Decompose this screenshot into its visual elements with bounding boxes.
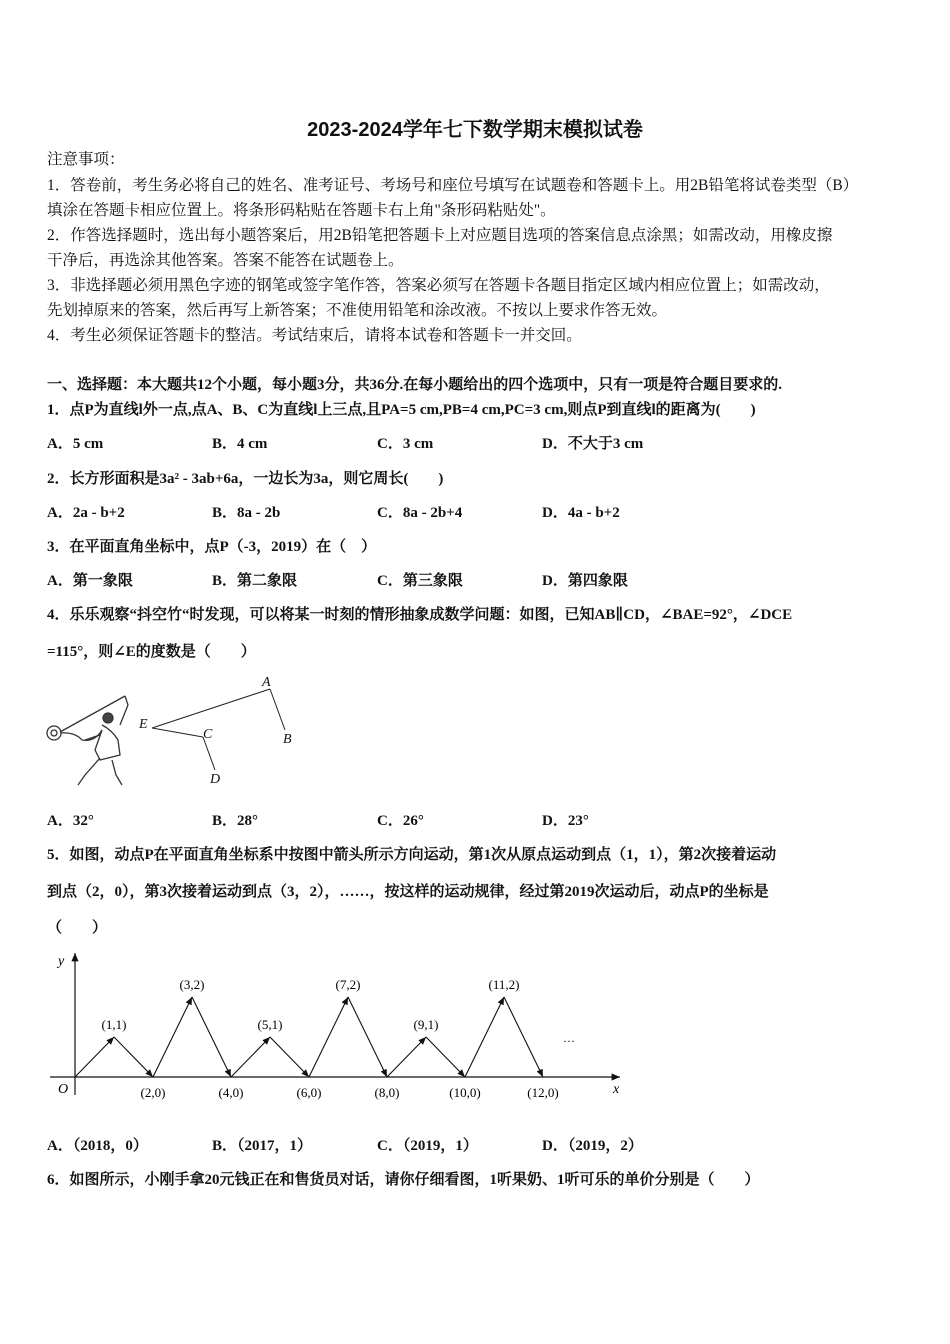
point-label-b: B [283,732,292,747]
point-label-a: A [262,675,271,690]
path-segment [270,1037,309,1077]
question-3-stem: 3．在平面直角坐标中，点P（-3，2019）在（ ） [47,539,377,555]
q2-option-c: C．8a - 2b+4 [377,505,463,521]
path-segment [153,997,192,1077]
point-label: (1,1) [101,1017,127,1032]
question-4-stem: 4．乐乐观察“抖空竹“时发现，可以将某一时刻的情形抽象成数学问题：如图，已知AB∥CD，∠BAE=92°，∠DCE [47,607,793,623]
notice-line: 干净后，再选涂其他答案。答案不能答在试题卷上。 [47,252,404,269]
y-axis-label: y [58,954,65,969]
notice-line: 2．作答选择题时，选出每小题答案后，用2B铅笔把答题卡上对应题目选项的答案信息点涂黑；如需改动，用橡皮擦 [47,227,833,244]
question-5-stem-cont: 到点（2，0），第3次接着运动到点（3，2），……，按这样的运动规律，经过第2019次运动后，动点P的坐标是 [47,884,769,900]
q1-option-b: B．4 cm [212,436,268,452]
kongzhu-player-illustration [47,696,128,785]
q3-option-c: C．第三象限 [377,573,463,589]
q4-option-b: B．28° [212,813,259,829]
path-segment [465,997,504,1077]
notice-heading: 注意事项： [47,151,125,168]
point-label-c: C [203,727,213,742]
notice-line: 1．答卷前，考生务必将自己的姓名、准考证号、考场号和座位号填写在试题卷和答题卡上。用2B铅笔将试卷类型（B） [47,177,859,194]
kongzhu-figure [40,670,320,800]
q3-option-b: B．第二象限 [212,573,298,589]
point-label: (7,2) [335,977,361,992]
point-label: (5,1) [257,1017,283,1032]
section-heading: 一、选择题：本大题共12个小题，每小题3分，共36分.在每小题给出的四个选项中，只有一项是符合题目要求的. [47,377,783,393]
point-label: (10,0) [449,1085,481,1100]
notice-line: 4．考生必须保证答题卡的整洁。考试结束后，请将本试卷和答题卡一并交回。 [47,327,582,344]
question-4-stem-cont: =115°，则∠E的度数是（ ） [47,644,256,660]
q5-option-d: D．（2019，2） [542,1138,643,1154]
notice-line: 填涂在答题卡相应位置上。将条形码粘贴在答题卡右上角"条形码粘贴处"。 [47,202,556,219]
q2-option-b: B．8a - 2b [212,505,281,521]
point-label: (11,2) [488,977,520,992]
point-label: (4,0) [218,1085,244,1100]
path-segment [114,1037,153,1077]
path-segment [348,997,387,1077]
continuation-ellipsis: ··· [563,1034,575,1048]
path-segment [309,997,348,1077]
q4-option-a: A．32° [47,813,94,829]
origin-label: O [58,1082,69,1097]
q5-option-b: B．（2017，1） [212,1138,313,1154]
q1-option-a: A．5 cm [47,436,104,452]
question-6-stem: 6．如图所示，小刚手拿20元钱正在和售货员对话，请你仔细看图，1听果奶、1听可乐的单价分别是（ ） [47,1172,760,1188]
motion-path-graph [40,945,640,1105]
point-label-e: E [139,717,148,732]
q4-option-c: C．26° [377,813,424,829]
path-segment [231,1037,270,1077]
page-title: 2023-2024学年七下数学期末模拟试卷 [307,119,643,141]
point-label: (12,0) [527,1085,559,1100]
question-5-stem: 5．如图，动点P在平面直角坐标系中按图中箭头所示方向运动，第1次从原点运动到点（1，1），第2次接着运动 [47,847,777,863]
question-2-stem: 2．长方形面积是3a² - 3ab+6a，一边长为3a，则它周长( ) [47,471,444,487]
point-label: (2,0) [140,1085,166,1100]
q1-option-d: D．不大于3 cm [542,436,644,452]
path-segment [387,1037,426,1077]
notice-line: 先划掉原来的答案，然后再写上新答案；不准使用铅笔和涂改液。不按以上要求作答无效。 [47,302,668,319]
path-segment [192,997,231,1077]
question-1-stem: 1．点P为直线l外一点,点A、B、C为直线l上三点,且PA=5 cm,PB=4 cm,PC=3 cm,则点P到直线l的距离为( ) [47,402,756,418]
q1-option-c: C．3 cm [377,436,434,452]
q3-option-a: A．第一象限 [47,573,133,589]
path-segment [426,1037,465,1077]
geometry-lines [152,689,285,770]
path-segment [75,1037,114,1077]
x-axis-label: x [613,1082,620,1097]
notice-line: 3．非选择题必须用黑色字迹的钢笔或签字笔作答，答案必须写在答题卡各题目指定区域内相应位置上；如需改动， [47,277,830,294]
q3-option-d: D．第四象限 [542,573,628,589]
point-label: (8,0) [374,1085,400,1100]
question-5-stem-paren: （ ） [47,920,108,936]
path-segment [504,997,543,1077]
q4-option-d: D．23° [542,813,589,829]
q2-option-d: D．4a - b+2 [542,505,620,521]
q5-option-a: A．（2018，0） [47,1138,148,1154]
point-label-d: D [210,772,221,787]
q5-option-c: C．（2019，1） [377,1138,478,1154]
point-label: (9,1) [413,1017,439,1032]
point-label: (6,0) [296,1085,322,1100]
q2-option-a: A．2a - b+2 [47,505,125,521]
point-label: (3,2) [179,977,205,992]
